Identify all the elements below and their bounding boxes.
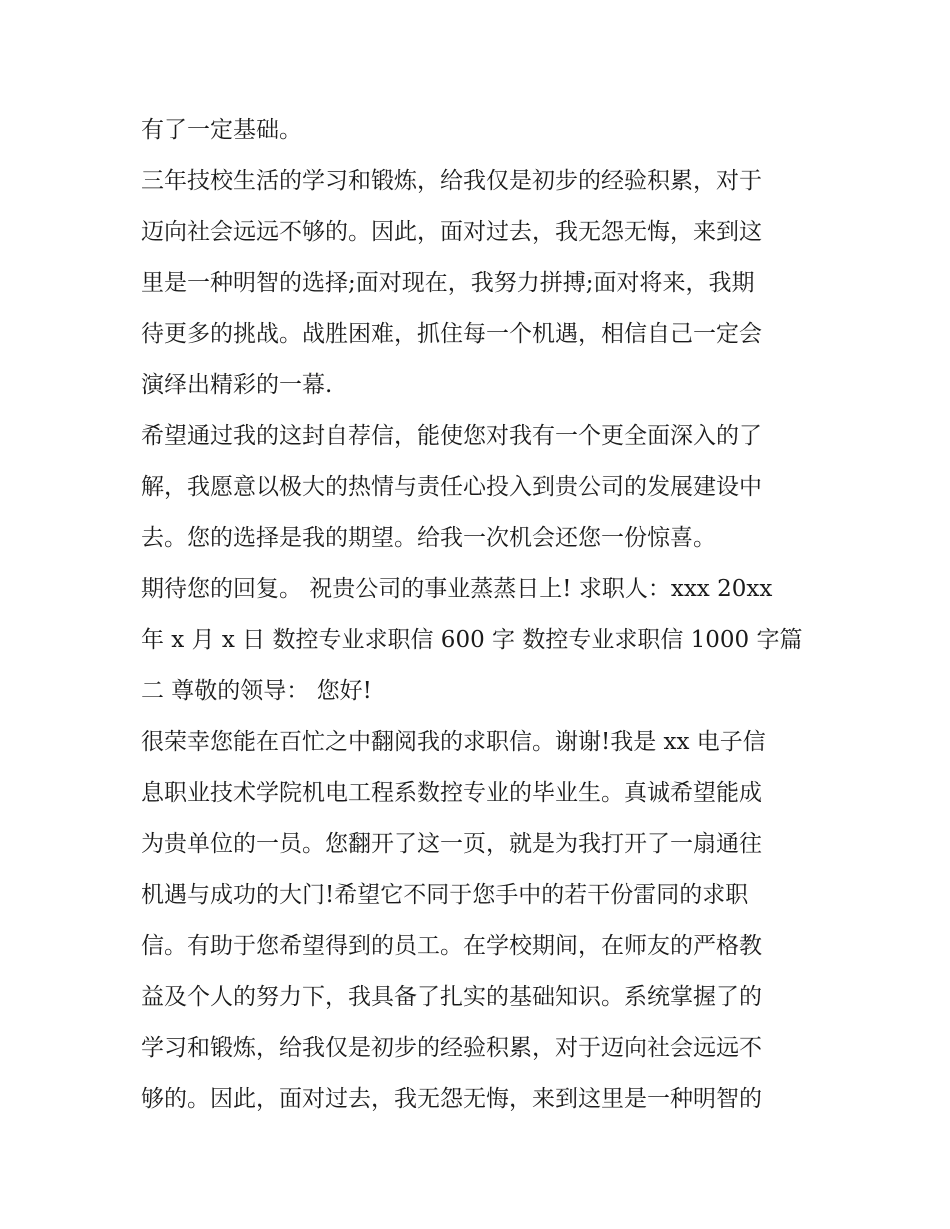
text-line: 演绎出精彩的一幕. <box>141 372 333 398</box>
text-line: 信。有助于您希望得到的员工。在学校期间，在师友的严格教 <box>141 933 762 959</box>
document-body <box>141 105 821 1125</box>
text-line: 二 尊敬的领导： 您好! <box>141 678 372 704</box>
text-line: 解，我愿意以极大的热情与责任心投入到贵公司的发展建设中 <box>141 474 762 500</box>
text-line: 为贵单位的一员。您翻开了这一页，就是为我打开了一扇通往 <box>141 831 762 857</box>
text-line: 三年技校生活的学习和锻炼，给我仅是初步的经验积累，对于 <box>141 168 762 194</box>
text-line: 学习和锻炼，给我仅是初步的经验积累，对于迈向社会远远不 <box>141 1035 762 1061</box>
text-line: 机遇与成功的大门!希望它不同于您手中的若干份雷同的求职 <box>141 882 749 908</box>
text-line: 够的。因此，面对过去，我无怨无悔，来到这里是一种明智的 <box>141 1086 762 1112</box>
text-line: 去。您的选择是我的期望。给我一次机会还您一份惊喜。 <box>141 525 716 551</box>
text-line: 很荣幸您能在百忙之中翻阅我的求职信。谢谢!我是 xx 电子信 <box>141 729 766 755</box>
text-line: 希望通过我的这封自荐信，能使您对我有一个更全面深入的了 <box>141 423 762 449</box>
text-line: 有了一定基础。 <box>141 117 302 143</box>
text-line: 期待您的回复。 祝贵公司的事业蒸蒸日上! 求职人：xxx 20xx <box>141 576 773 602</box>
text-line: 年 x 月 x 日 数控专业求职信 600 字 数控专业求职信 1000 字篇 <box>141 627 803 653</box>
text-line: 里是一种明智的选择;面对现在，我努力拼搏;面对将来，我期 <box>141 270 755 296</box>
text-line: 迈向社会远远不够的。因此，面对过去，我无怨无悔，来到这 <box>141 219 762 245</box>
text-line: 息职业技术学院机电工程系数控专业的毕业生。真诚希望能成 <box>141 780 762 806</box>
text-line: 待更多的挑战。战胜困难，抓住每一个机遇，相信自己一定会 <box>141 321 762 347</box>
text-line: 益及个人的努力下，我具备了扎实的基础知识。系统掌握了的 <box>141 984 762 1010</box>
